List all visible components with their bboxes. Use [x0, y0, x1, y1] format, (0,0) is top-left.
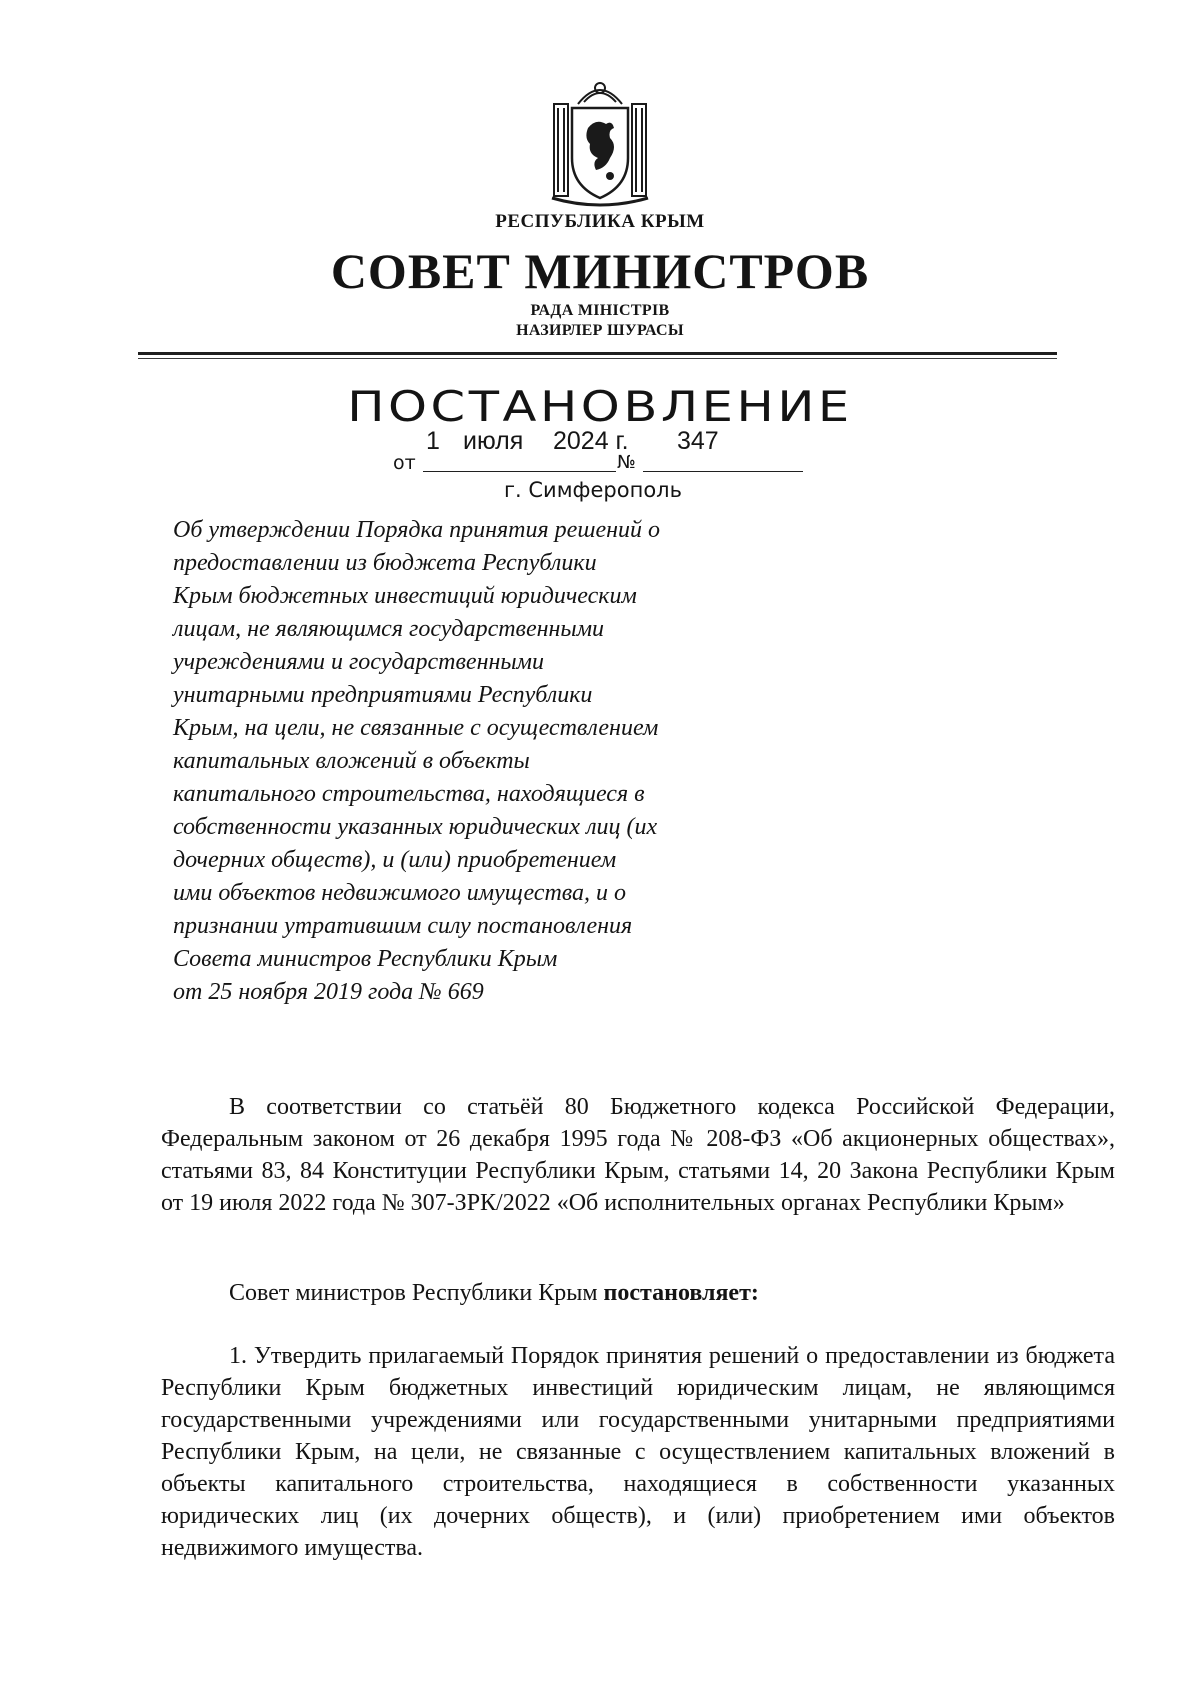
decree-number: 347: [677, 427, 719, 455]
title-line: Об утверждении Порядка принятия решений о: [173, 517, 660, 543]
document-type: ПОСТАНОВЛЕНИЕ: [347, 382, 853, 431]
title-line: унитарными предприятиями Республики: [173, 682, 593, 708]
header-divider-thin: [138, 358, 1057, 359]
resolves-keyword: постановляет:: [603, 1280, 759, 1306]
preamble-paragraph: В соответствии со статьёй 80 Бюджетного кодекса Российской Федерации, Федеральным законом от 26 декабря 1995 года № 208-ФЗ «Об акционерных обществах», статьями 83, 84 Конституции Республики Крым, статьями 14, 20 Закона Республики Крым от 19 июля 2022 года № 307-ЗРК/2022 «Об исполнительных органах Республики Крым»: [161, 1094, 1115, 1216]
council-title-ukrainian: РАДА МІНІСТРІВ: [530, 302, 670, 319]
republic-name: РЕСПУБЛИКА КРЫМ: [495, 211, 705, 232]
title-line: от 25 ноября 2019 года № 669: [173, 979, 484, 1005]
date-prefix: от: [393, 452, 416, 474]
title-line: ими объектов недвижимого имущества, и о: [173, 880, 627, 906]
title-line: Крым бюджетных инвестиций юридическим: [173, 583, 637, 609]
council-title-crimean-tatar: НАЗИРЛЕР ШУРАСЫ: [516, 322, 684, 339]
title-line: Крым, на цели, не связанные с осуществлением: [173, 715, 659, 741]
council-title: СОВЕТ МИНИСТРОВ: [330, 243, 870, 299]
title-line: лицам, не являющимся государственными: [173, 616, 605, 642]
number-underline: [643, 471, 803, 472]
resolves-text: Совет министров Республики Крым: [229, 1280, 604, 1306]
title-line: дочерних обществ), и (или) приобретением: [173, 847, 617, 873]
title-line: предоставлении из бюджета Республики: [173, 550, 597, 576]
crimea-coat-of-arms-icon: [548, 74, 652, 208]
city: г. Симферополь: [504, 478, 682, 502]
clause-1-paragraph: 1. Утвердить прилагаемый Порядок принятия решений о предоставлении из бюджета Республики Крым бюджетных инвестиций юридическим лицам, не являющимся государственными учреждениями или государственными унитарными предприятиями Республики Крым, на цели, не связанные с осуществлением капитальных вложений в объекты капитального строительства, находящиеся в собственности указанных юридических лиц (их дочерних обществ), и (или) приобретением ими объектов недвижимого имущества.: [161, 1343, 1115, 1561]
title-line: капитального строительства, находящиеся в: [173, 781, 645, 807]
header-divider: [138, 352, 1057, 355]
title-line: собственности указанных юридических лиц (их: [173, 814, 658, 840]
date-day: 1: [426, 427, 440, 455]
decree-title: [173, 514, 793, 1009]
title-line: учреждениями и государственными: [173, 649, 544, 675]
date-underline: [423, 471, 616, 472]
date-year: 2024 г.: [553, 427, 629, 455]
title-line: признании утратившим силу постановления: [173, 913, 633, 939]
number-sign: №: [617, 452, 636, 473]
resolves-paragraph: [229, 1277, 1129, 1309]
title-line: капитальных вложений в объекты: [173, 748, 530, 774]
date-month: июля: [463, 427, 524, 455]
title-line: Совета министров Республики Крым: [173, 946, 558, 972]
